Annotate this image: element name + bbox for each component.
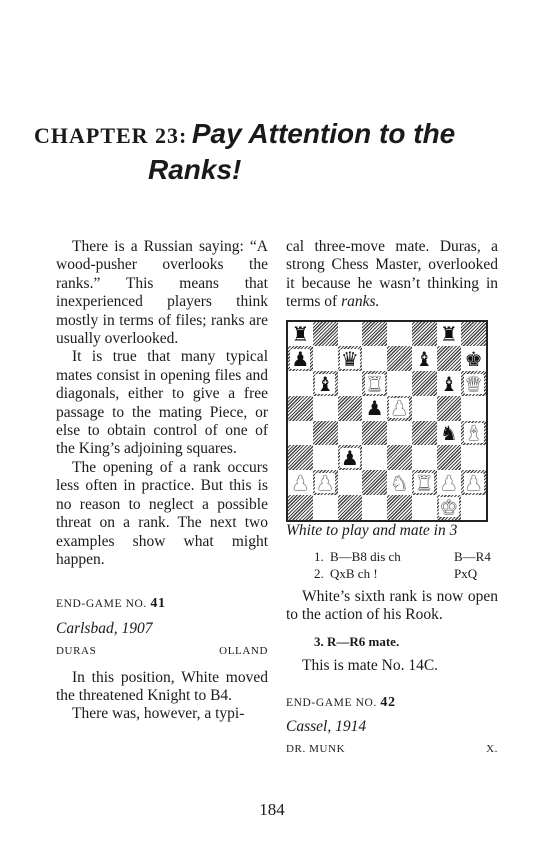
black-pawn-icon: ♟: [365, 396, 384, 421]
endgame-number: 42: [380, 694, 396, 710]
black-pawn-icon: ♟: [340, 445, 359, 470]
black-bishop-icon: ♝: [316, 371, 335, 396]
chess-diagram: [286, 320, 488, 522]
board-square: [313, 421, 338, 446]
endgame-heading: [56, 595, 268, 613]
board-square: [461, 371, 486, 396]
paragraph: White’s sixth rank is now open to the action of his Rook.: [286, 588, 498, 624]
board-square: [387, 495, 412, 520]
paragraph: This is mate No. 14C.: [302, 657, 439, 675]
left-column: [56, 238, 268, 724]
move-row: 1. B—B8 dis ch B—R4: [314, 549, 491, 565]
board-square: [461, 421, 486, 446]
black-player: X.: [486, 743, 498, 756]
players: [286, 740, 498, 758]
board-square: [461, 322, 486, 347]
board-square: [461, 470, 486, 495]
right-column: [286, 238, 498, 759]
board-square: [362, 396, 387, 421]
black-bishop-icon: ♝: [415, 346, 434, 371]
board-square: [338, 371, 363, 396]
event-location: Carlsbad, 1907: [56, 619, 153, 637]
board-square: [338, 445, 363, 470]
white-pawn-icon: ♟: [316, 470, 335, 495]
board-square: [387, 322, 412, 347]
black-bishop-icon: ♝: [439, 371, 458, 396]
board-square: [313, 445, 338, 470]
board-square: [362, 495, 387, 520]
white-player: DURAS: [56, 645, 97, 658]
board-square: [338, 396, 363, 421]
page-number: 184: [259, 800, 285, 819]
white-bishop-icon: ♝: [464, 421, 483, 445]
board-square: [288, 495, 313, 520]
board-square: [362, 445, 387, 470]
white-rook-icon: ♜: [365, 371, 384, 396]
board-square: [412, 470, 437, 495]
board-square: [437, 346, 462, 371]
board-square: [313, 322, 338, 347]
board-square: [288, 445, 313, 470]
board-square: [387, 421, 412, 446]
board-square: [362, 322, 387, 347]
chapter-title-line2: Ranks!: [148, 154, 242, 185]
board-square: [338, 346, 363, 371]
board-square: [288, 322, 313, 347]
board-square: [338, 322, 363, 347]
move-list: [314, 548, 498, 582]
board-square: [461, 346, 486, 371]
paragraph: There was, however, a typi-: [72, 705, 245, 723]
board-square: [313, 495, 338, 520]
board-square: [437, 445, 462, 470]
board-square: [387, 470, 412, 495]
board-square: [387, 346, 412, 371]
players: [56, 642, 268, 660]
board-square: [412, 421, 437, 446]
board-square: [288, 470, 313, 495]
black-queen-icon: ♛: [340, 346, 359, 371]
endgame-heading: [286, 694, 498, 712]
move-row: 2. QxB ch ! PxQ: [314, 566, 478, 582]
paragraph: The opening of a rank occurs less often in practice. But this is no reason to neglect a possible threat on a rank. The next two examples show what might happen.: [56, 458, 268, 568]
chess-board: [288, 322, 486, 520]
white-pawn-icon: ♟: [439, 470, 458, 495]
board-square: [313, 371, 338, 396]
board-square: [338, 421, 363, 446]
white-queen-icon: ♛: [464, 371, 483, 396]
black-pawn-icon: ♟: [291, 346, 310, 371]
black-king-icon: ♚: [464, 346, 483, 371]
board-square: [313, 346, 338, 371]
white-king-icon: ♚: [439, 495, 458, 520]
board-square: [461, 495, 486, 520]
board-square: [437, 421, 462, 446]
board-square: [461, 445, 486, 470]
white-pawn-icon: ♟: [464, 470, 483, 495]
white-knight-icon: ♞: [390, 470, 409, 495]
board-square: [412, 346, 437, 371]
mate-move: 3. R—R6 mate.: [314, 633, 400, 649]
board-square: [338, 495, 363, 520]
board-square: [437, 371, 462, 396]
white-pawn-icon: ♟: [291, 470, 310, 495]
white-rook-icon: ♜: [415, 470, 434, 495]
board-square: [288, 346, 313, 371]
board-square: [313, 470, 338, 495]
paragraph: There is a Russian saying: “A wood-pusher overlooks the ranks.” This means that inexperienced players think mostly in terms of files; ranks are usually overlooked.: [56, 238, 268, 348]
event-location: Cassel, 1914: [286, 718, 367, 736]
board-square: [412, 322, 437, 347]
endgame-label: END-GAME NO.: [56, 598, 147, 611]
board-square: [338, 470, 363, 495]
board-square: [288, 371, 313, 396]
board-square: [362, 371, 387, 396]
board-square: [412, 495, 437, 520]
board-square: [387, 371, 412, 396]
white-player: DR. MUNK: [286, 743, 346, 756]
board-square: [362, 421, 387, 446]
black-rook-icon: ♜: [291, 322, 310, 346]
board-square: [288, 396, 313, 421]
board-square: [412, 371, 437, 396]
board-square: [387, 396, 412, 421]
chapter-heading: [34, 118, 514, 186]
board-square: [387, 445, 412, 470]
black-player: OLLAND: [219, 645, 268, 658]
black-rook-icon: ♜: [439, 322, 458, 346]
board-square: [362, 346, 387, 371]
board-square: [412, 445, 437, 470]
board-square: [313, 396, 338, 421]
board-square: [362, 470, 387, 495]
paragraph: cal three-move mate. Duras, a strong Chess Master, overlooked it because he wasn’t thinking in terms of ranks.: [286, 238, 498, 311]
board-square: [412, 396, 437, 421]
endgame-label: END-GAME NO.: [286, 696, 377, 709]
white-pawn-icon: ♟: [390, 396, 409, 421]
chapter-title-line1: Pay Attention to the: [191, 118, 456, 149]
board-square: [288, 421, 313, 446]
paragraph: In this position, White moved the threatened Knight to B4.: [56, 668, 268, 704]
board-square: [437, 396, 462, 421]
board-square: [437, 495, 462, 520]
paragraph: It is true that many typical mates consist in opening files and diagonals, either to give a free passage to the mating Piece, or else to obtain control of one of the King’s adjoining squares.: [56, 348, 268, 458]
chapter-label: CHAPTER 23:: [34, 123, 188, 148]
endgame-number: 41: [150, 596, 166, 612]
diagram-caption: White to play and mate in 3: [286, 521, 458, 539]
board-square: [437, 322, 462, 347]
board-square: [437, 470, 462, 495]
black-knight-icon: ♞: [439, 421, 458, 445]
board-square: [461, 396, 486, 421]
